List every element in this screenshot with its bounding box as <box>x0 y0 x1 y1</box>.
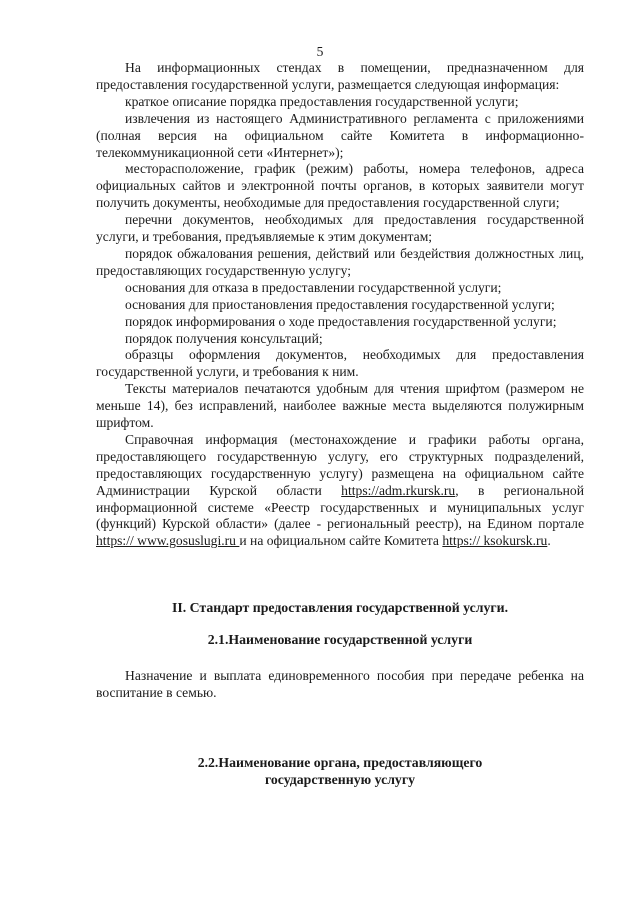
document-body <box>96 60 584 789</box>
paragraph-service-name: Назначение и выплата единовременного пособия при передаче ребенка на воспитание в семью. <box>96 668 584 700</box>
list-item: основания для приостановления предоставления государственной услуги; <box>125 296 555 312</box>
reference-text: . <box>547 533 551 549</box>
list-item: порядок получения консультаций; <box>125 330 323 346</box>
list-item: перечни документов, необходимых для предоставления государственной услуги, и требования, предъявляемые к этим документам; <box>96 212 584 245</box>
list-item: порядок информирования о ходе предоставления государственной услуги; <box>125 313 557 329</box>
link-adm-rkursk[interactable]: https://adm.rkursk.ru <box>341 482 456 498</box>
link-gosuslugi[interactable]: https:// www.gosuslugi.ru <box>96 533 240 549</box>
page-number: 5 <box>316 44 324 59</box>
paragraph-font-requirements: Тексты материалов печатаются удобным для чтения шрифтом (размером не меньше 14), без исправлений, наиболее важные места выделяются полужирным шрифтом. <box>96 381 584 431</box>
paragraph-stands-intro: На информационных стендах в помещении, предназначенном для предоставления государственной услуги, размещается следующая информация: <box>96 60 584 92</box>
list-item: порядок обжалования решения, действий или бездействия должностных лиц, предоставляющих государственную услугу; <box>96 245 584 278</box>
link-ksokursk[interactable]: https:// ksokursk.ru <box>442 533 548 549</box>
section-title: II. Стандарт предоставления государственной услуги. <box>171 600 509 616</box>
subsection-title-2-2: 2.2.Наименование органа, предоставляющего государственную услугу <box>197 754 483 787</box>
reference-text: Справочная информация (местонахождение и графики работы органа, предоставляющего государственную услугу, его структурных подразделений, предоставляющих государственную услугу) размещена на официальном сайте Администрации Курской области <box>96 431 584 498</box>
list-item: основания для отказа в предоставлении государственной услуги; <box>125 279 502 295</box>
subsection-title-2-1: 2.1.Наименование государственной услуги <box>207 632 473 648</box>
reference-text: , в региональной информационной системе «Реестр государственных и муниципальных услуг (функций) Курской области» (далее - региональный реестр), на Едином портале <box>96 482 584 532</box>
list-item: образцы оформления документов, необходимых для предоставления государственной услуги, и требования к ним. <box>96 347 584 380</box>
reference-text: и на официальном сайте Комитета <box>239 533 443 549</box>
list-item: месторасположение, график (режим) работы, номера телефонов, адреса официальных сайтов и электронной почты органов, в которых заявители могут получить документы, необходимые для предоставления государственной слуги; <box>96 161 584 211</box>
list-item: краткое описание порядка предоставления государственной услуги; <box>125 93 519 109</box>
paragraph-reference-info <box>96 432 584 550</box>
list-item: извлечения из настоящего Административного регламента с приложениями (полная версия на официальном сайте Комитета в информационно-телекоммуникационной сети «Интернет»); <box>96 110 584 160</box>
